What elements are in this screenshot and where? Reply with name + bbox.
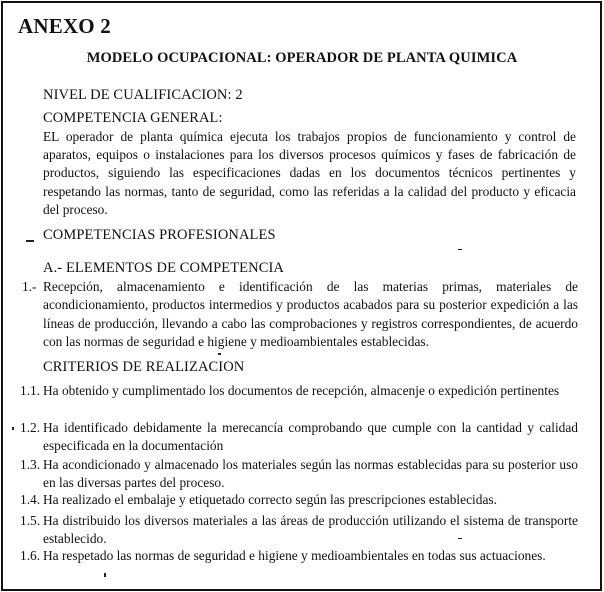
criteria-number: 1.5. [20,513,41,528]
competence-element-text: Recepción, almacenamiento e identificación de las materias primas, materiales de acondicionamiento, productos intermedios y productos acabados para su posterior expedición a las líneas de producción, llevando a cabo las comprobaciones y registros correspondientes, de acuerdo con las normas de seguridad e higiene y medioambientales establecidas. [43,279,578,350]
criteria-number: 1.3. [20,457,41,472]
annex-title: ANEXO 2 [18,14,111,38]
criteria-text: Ha obtenido y cumplimentado los documentos de recepción, almacenje o expedición pertinentes [43,383,560,398]
criteria-item [20,491,578,511]
criteria-item [20,382,578,420]
realization-criteria-heading: CRITERIOS DE REALIZACION [43,359,245,375]
scan-speck [104,573,106,577]
criteria-text: Ha respetado las normas de seguridad e higiene y medioambientales en todas sus actuaciones. [43,548,546,563]
general-competence-text: EL operador de planta química ejecuta los trabajos propios de funcionamiento y control de aparatos, equipos o instalaciones para los diversos procesos químicos y fases de fabricación de productos, siguiendo las especificaciones dadas en los documentos técnicos pertinentes y respetando las normas, tanto de seguridad, como las referidas a la calidad del producto y eficacia del proceso. [43,129,576,217]
competence-element-number: 1.- [22,279,37,294]
scan-speck [12,427,14,430]
criteria-number: 1.6. [20,548,41,563]
competence-element-item [22,278,578,354]
scan-speck [26,240,34,242]
general-competence-heading: COMPETENCIA GENERAL: [43,110,223,126]
criteria-text: Ha acondicionado y almacenado los materiales según las normas establecidas para su posterior uso en las diversas partes del proceso. [43,457,578,491]
criteria-text: Ha distribuido los diversos materiales a las áreas de producción utilizando el sistema de transporte establecido. [43,513,578,547]
competence-elements-heading: A.- ELEMENTOS DE COMPETENCIA [43,260,284,276]
criteria-item [20,419,578,457]
criteria-item [20,512,578,550]
criteria-item [20,547,578,585]
criteria-number: 1.1. [20,383,41,398]
qualification-level: NIVEL DE CUALIFICACION: 2 [43,87,243,103]
criteria-item [20,456,578,494]
scan-speck [458,249,462,250]
document-title: MODELO OCUPACIONAL: OPERADOR DE PLANTA QUIMICA [86,50,518,66]
criteria-number: 1.2. [20,420,41,435]
criteria-text: Ha identificado debidamente la merecancía comprobando que cumple con la cantidad y calidad especificada en la documentación [43,420,578,454]
criteria-number: 1.4. [20,492,41,507]
scan-speck [218,353,221,355]
professional-competences-heading: COMPETENCIAS PROFESIONALES [43,227,276,243]
scan-speck [458,538,462,539]
criteria-text: Ha realizado el embalaje y etiquetado correcto según las prescripciones establecidas. [43,492,497,507]
